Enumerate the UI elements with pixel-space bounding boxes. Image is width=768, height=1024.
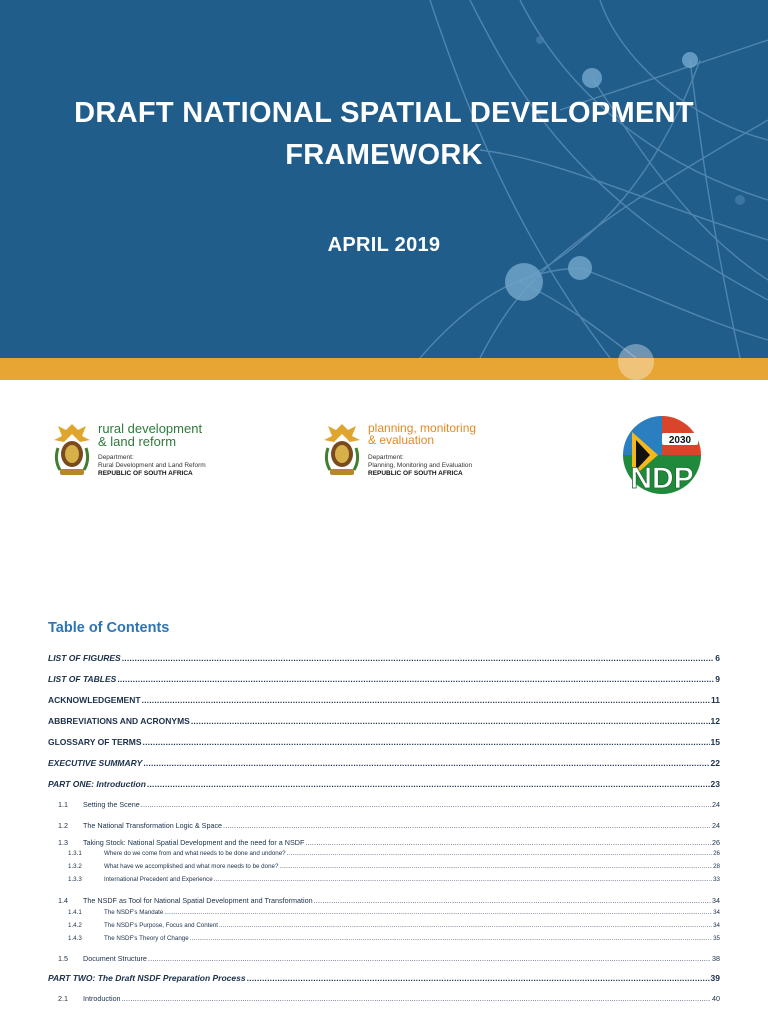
toc-entry[interactable] bbox=[68, 850, 720, 857]
toc-dot-leader bbox=[122, 994, 711, 1003]
toc-dot-leader bbox=[314, 896, 711, 905]
toc-entry[interactable] bbox=[58, 838, 720, 847]
toc-dot-leader bbox=[148, 954, 711, 963]
cover-banner bbox=[0, 0, 768, 358]
coat-of-arms-icon bbox=[322, 420, 362, 478]
toc-entry-page: 34 bbox=[713, 909, 720, 916]
toc-entry-page: 28 bbox=[713, 863, 720, 870]
toc-entry-label: Document Structure bbox=[83, 954, 147, 963]
toc-entry[interactable] bbox=[58, 896, 720, 905]
dpme-name-line-2: & evaluation bbox=[368, 433, 435, 447]
ndp-year: 2030 bbox=[668, 435, 692, 446]
toc-dot-leader bbox=[190, 935, 712, 942]
toc-entry-page: 11 bbox=[711, 695, 720, 705]
toc-entry-label: Setting the Scene bbox=[83, 800, 140, 809]
toc-entry-page: 9 bbox=[715, 674, 720, 684]
toc-entry-page: 12 bbox=[710, 716, 720, 726]
toc-entry[interactable] bbox=[48, 737, 720, 747]
toc-entry-page: 26 bbox=[713, 850, 720, 857]
toc-entry-page: 38 bbox=[712, 954, 720, 963]
toc-entry-page: 35 bbox=[713, 935, 720, 942]
title-line-2: FRAMEWORK bbox=[285, 139, 483, 171]
dpme-department bbox=[368, 454, 472, 478]
toc-entry-number: 1.2 bbox=[58, 821, 68, 830]
toc-entry-page: 39 bbox=[710, 973, 720, 983]
dpme-dept-name: Planning, Monitoring and Evaluation bbox=[368, 462, 473, 469]
toc-dot-leader bbox=[287, 850, 712, 857]
toc-entry[interactable] bbox=[48, 716, 720, 726]
toc-entry-label: The National Transformation Logic & Space bbox=[83, 821, 223, 830]
rdlr-name-line-1: rural development bbox=[98, 421, 203, 436]
toc-dot-leader bbox=[219, 922, 712, 929]
toc-entry[interactable] bbox=[58, 954, 720, 963]
toc-dot-leader bbox=[214, 876, 712, 883]
toc-entry-number: 1.4 bbox=[58, 896, 68, 905]
toc-entry-label: Introduction bbox=[83, 994, 121, 1003]
title-line-1: DRAFT NATIONAL SPATIAL DEVELOPMENT bbox=[74, 97, 694, 129]
toc-entry-page: 34 bbox=[712, 896, 720, 905]
toc-entry-page: 22 bbox=[710, 758, 720, 768]
toc-dot-leader bbox=[305, 838, 711, 847]
toc-entry[interactable] bbox=[68, 935, 720, 942]
dpme-name-line-1: planning, monitoring bbox=[368, 421, 477, 435]
toc-dot-leader bbox=[143, 758, 709, 768]
toc-entry-label: What have we accomplished and what more needs to be done? bbox=[104, 863, 279, 870]
toc-dot-leader bbox=[122, 653, 715, 663]
toc-dot-leader bbox=[142, 695, 710, 705]
rdlr-dept-label: Department: bbox=[98, 454, 134, 461]
rdlr-logo bbox=[52, 420, 272, 482]
toc-entry[interactable] bbox=[48, 758, 720, 768]
toc-entry[interactable] bbox=[48, 653, 720, 663]
stripe-bubble-decoration bbox=[618, 344, 654, 380]
rdlr-department bbox=[98, 454, 206, 478]
toc-entry[interactable] bbox=[58, 821, 720, 830]
toc-entry[interactable] bbox=[58, 800, 720, 809]
toc-entry-page: 23 bbox=[710, 779, 720, 789]
toc-entry-label: EXECUTIVE SUMMARY bbox=[48, 758, 143, 768]
toc-entry-label: The NSDF's Purpose, Focus and Content bbox=[104, 922, 218, 929]
toc-entry-number: 2.1 bbox=[58, 994, 68, 1003]
toc-entry-number: 1.3.1 bbox=[68, 850, 82, 857]
document-title bbox=[0, 92, 768, 176]
toc-entry-page: 24 bbox=[712, 800, 720, 809]
toc-entry[interactable] bbox=[48, 779, 720, 789]
toc-entry-page: 6 bbox=[715, 653, 720, 663]
toc-entry-label: Where do we come from and what needs to be done and undone? bbox=[104, 850, 286, 857]
document-date: APRIL 2019 bbox=[327, 234, 441, 256]
toc-entry-label: The NSDF's Theory of Change bbox=[104, 935, 189, 942]
toc-entry[interactable] bbox=[58, 994, 720, 1003]
toc-entry-label: Taking Stock: National Spatial Development and the need for a NSDF bbox=[83, 838, 305, 847]
toc-entry-label: The NSDF's Mandate bbox=[104, 909, 164, 916]
toc-entry-number: 1.4.3 bbox=[68, 935, 82, 942]
toc-entry[interactable] bbox=[68, 922, 720, 929]
toc-entry[interactable] bbox=[68, 876, 720, 883]
network-graphic bbox=[0, 0, 768, 358]
toc-entry[interactable] bbox=[48, 695, 720, 705]
toc-entry-label: ABBREVIATIONS AND ACRONYMS bbox=[48, 716, 190, 726]
dpme-name bbox=[368, 422, 476, 446]
toc-entry-label: ACKNOWLEDGEMENT bbox=[48, 695, 141, 705]
toc-dot-leader bbox=[164, 909, 712, 916]
toc-dot-leader bbox=[147, 779, 710, 789]
ndp-text: NDP bbox=[630, 462, 694, 495]
toc-entry[interactable] bbox=[68, 909, 720, 916]
toc-dot-leader bbox=[117, 674, 714, 684]
toc-entry-page: 15 bbox=[710, 737, 720, 747]
toc-entry-number: 1.4.1 bbox=[68, 909, 82, 916]
rdlr-name-line-2: & land reform bbox=[98, 434, 177, 449]
dpme-dept-label: Department: bbox=[368, 454, 404, 461]
toc-entry-label: LIST OF FIGURES bbox=[48, 653, 121, 663]
toc-entry-page: 33 bbox=[713, 876, 720, 883]
rdlr-name bbox=[98, 422, 202, 448]
toc-dot-leader bbox=[141, 800, 711, 809]
toc-entry[interactable] bbox=[48, 674, 720, 684]
toc-entry-label: LIST OF TABLES bbox=[48, 674, 117, 684]
toc-dot-leader bbox=[223, 821, 711, 830]
toc-dot-leader bbox=[191, 716, 710, 726]
dpme-logo bbox=[322, 420, 542, 482]
toc-entry-label: PART TWO: The Draft NSDF Preparation Process bbox=[48, 973, 246, 983]
toc-heading: Table of Contents bbox=[48, 620, 170, 636]
toc-dot-leader bbox=[247, 973, 710, 983]
toc-entry-label: GLOSSARY OF TERMS bbox=[48, 737, 142, 747]
rdlr-country: REPUBLIC OF SOUTH AFRICA bbox=[98, 470, 193, 477]
dpme-country: REPUBLIC OF SOUTH AFRICA bbox=[368, 470, 463, 477]
toc-entry-page: 40 bbox=[712, 994, 720, 1003]
toc-dot-leader bbox=[279, 863, 712, 870]
toc-entry-number: 1.3.3 bbox=[68, 876, 82, 883]
toc-entry-label: The NSDF as Tool for National Spatial Development and Transformation bbox=[83, 896, 313, 905]
toc-dot-leader bbox=[143, 737, 710, 747]
toc-entry-label: PART ONE: Introduction bbox=[48, 779, 146, 789]
toc-entry-label: International Precedent and Experience bbox=[104, 876, 213, 883]
toc-entry-number: 1.4.2 bbox=[68, 922, 82, 929]
toc-entry-page: 34 bbox=[713, 922, 720, 929]
toc-entry[interactable] bbox=[48, 973, 720, 983]
toc-entry-number: 1.1 bbox=[58, 800, 68, 809]
ndp-2030-logo bbox=[618, 414, 706, 496]
toc-entry-number: 1.3 bbox=[58, 838, 68, 847]
toc-entry-page: 24 bbox=[712, 821, 720, 830]
rdlr-dept-name: Rural Development and Land Reform bbox=[98, 462, 206, 469]
coat-of-arms-icon bbox=[52, 420, 92, 478]
toc-entry-number: 1.3.2 bbox=[68, 863, 82, 870]
toc-entry-page: 26 bbox=[712, 838, 720, 847]
toc-entry[interactable] bbox=[68, 863, 720, 870]
toc-entry-number: 1.5 bbox=[58, 954, 68, 963]
